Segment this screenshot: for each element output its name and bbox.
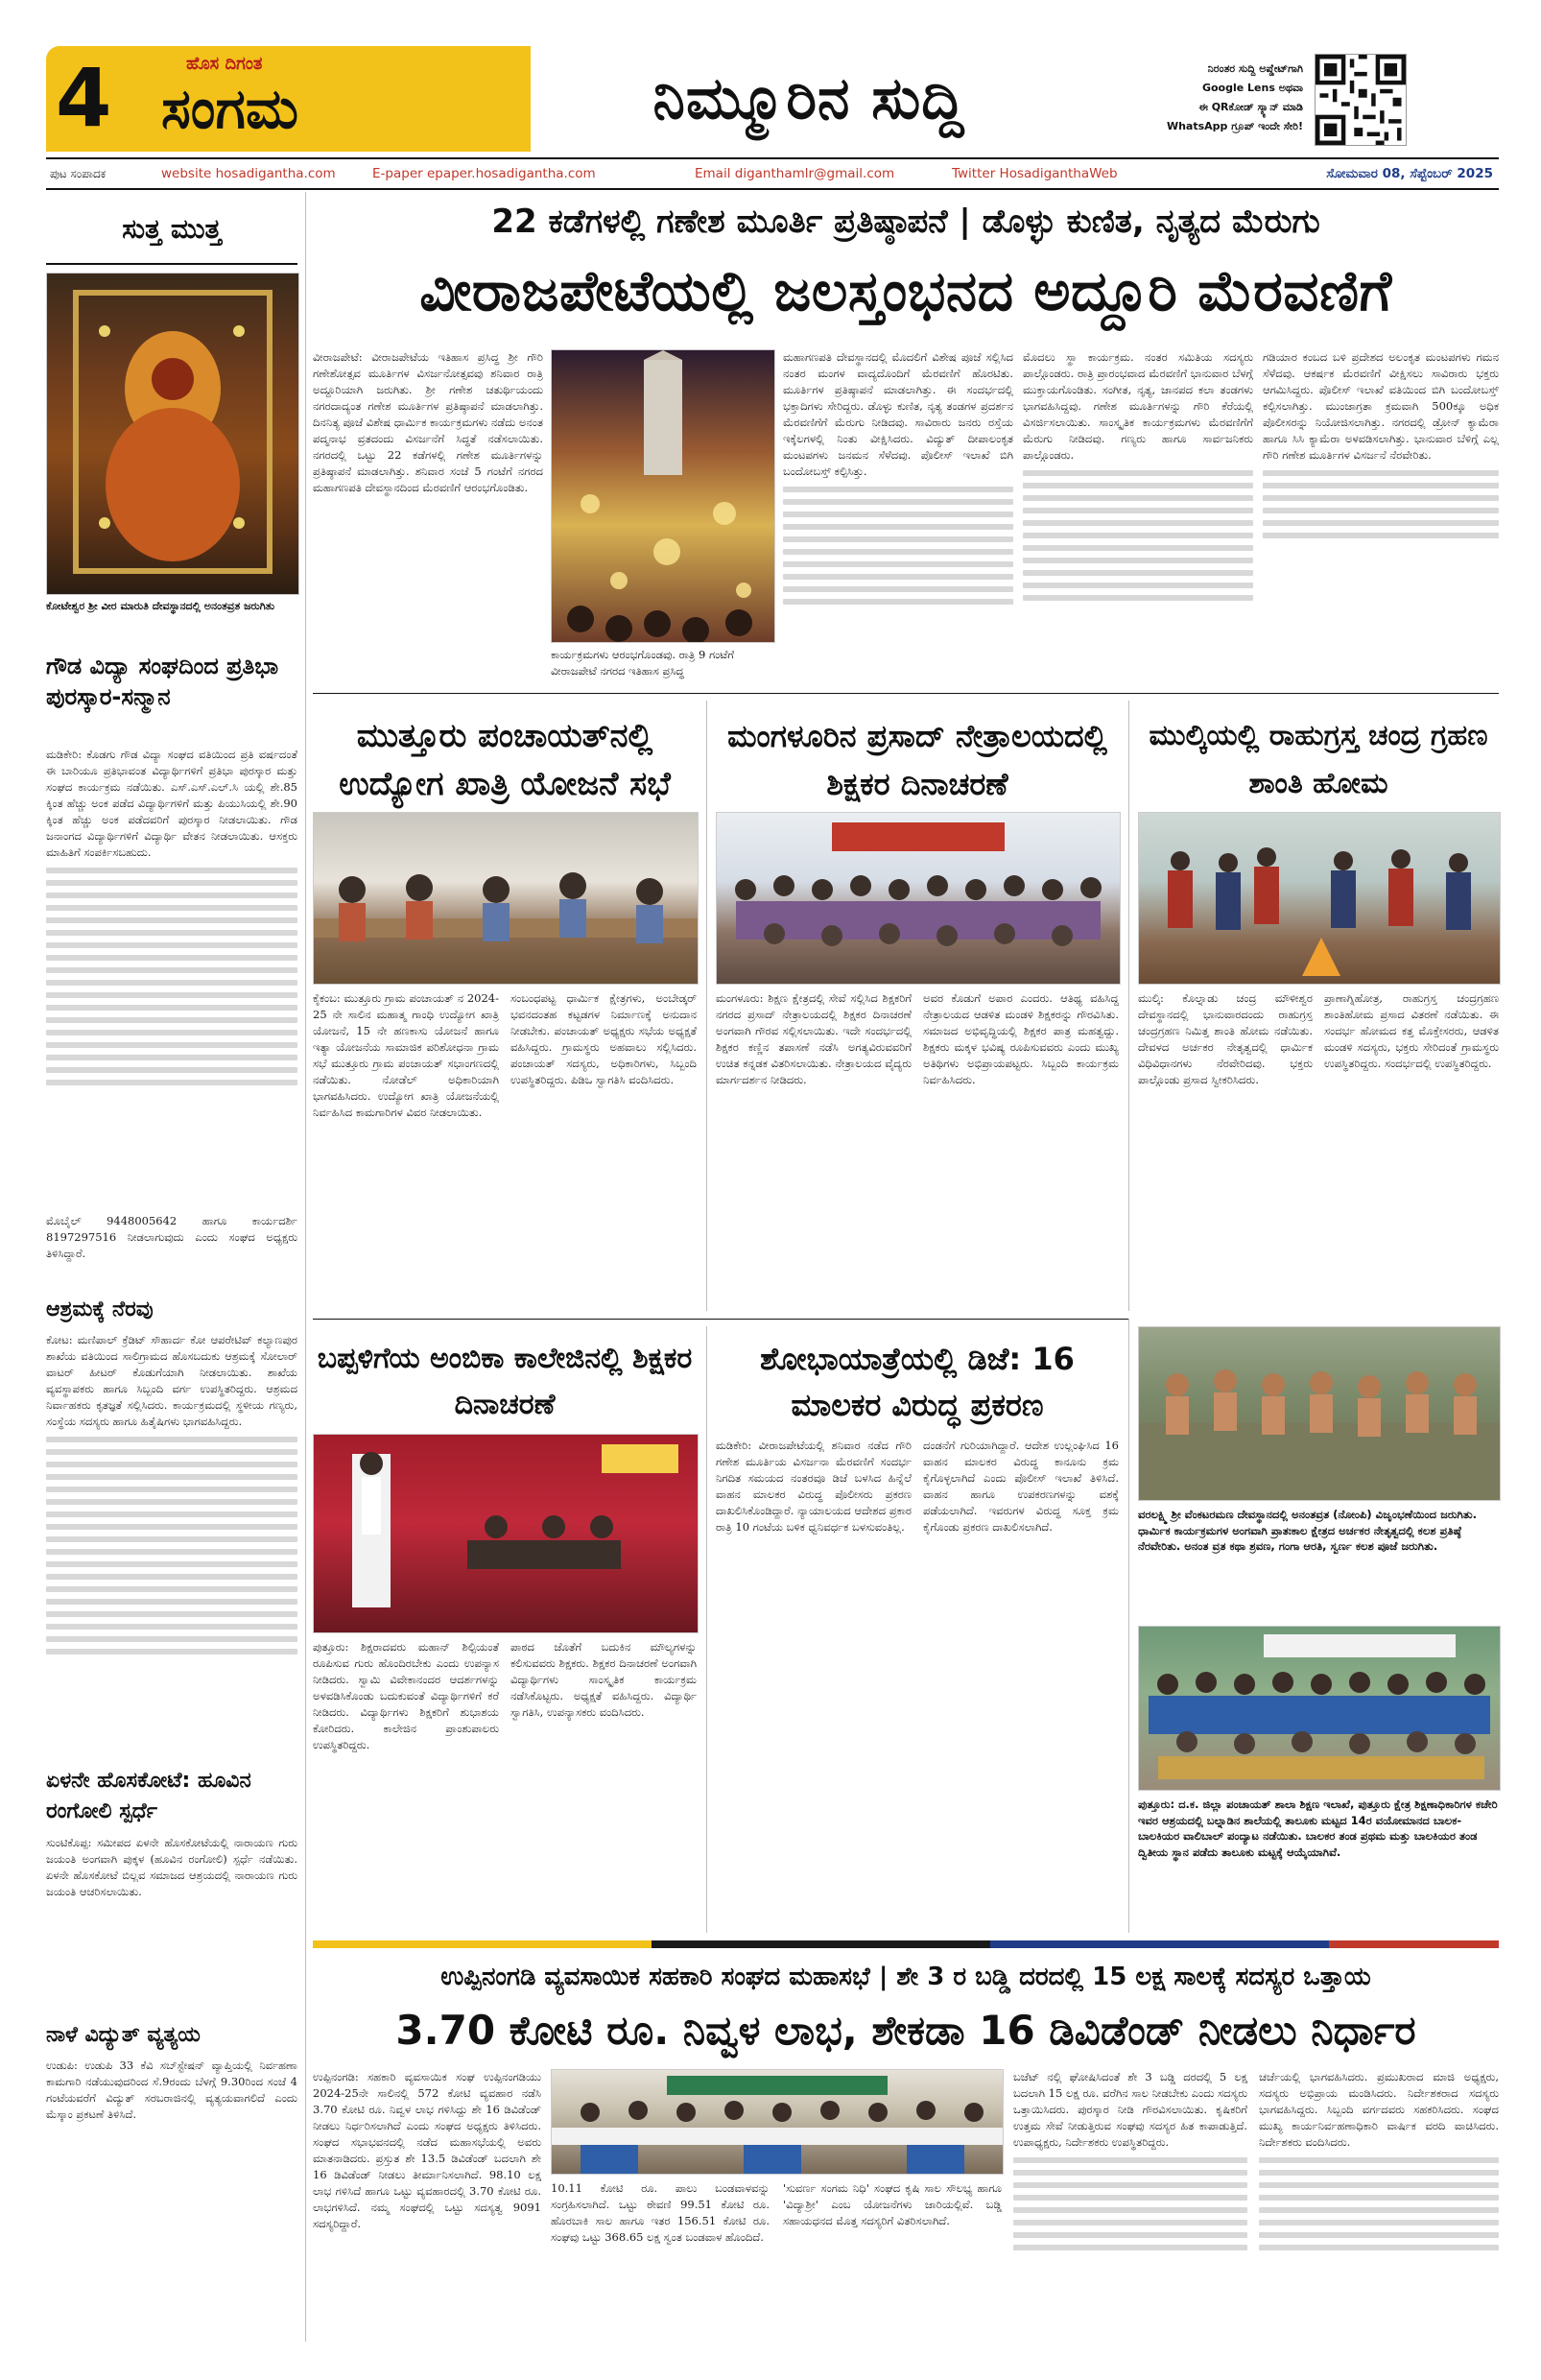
bottom-photo-caption-left: 10.11 ಕೋಟಿ ರೂ. ಪಾಲು ಬಂಡವಾಳವನ್ನು ಸಂಗ್ರಹಿಸಲಾಗಿದೆ. ಒಟ್ಟು ಠೇವಣಿ 99.51 ಕೋಟಿ ರೂ. ಹೊರಬಾಕಿ ಸಾಲ ಹಾಗೂ ಇತರ 156.51 ಕೋಟಿ ರೂ. ಸಂಘವು ಒಟ್ಟು 368.65 ಲಕ್ಷ ಸ್ವಂತ ಬಂಡವಾಳ ಹೊಂದಿದೆ. <box>551 2181 770 2245</box>
lead-headline: ವೀರಾಜಪೇಟೆಯಲ್ಲಿ ಜಲಸ್ತಂಭನದ ಅದ್ದೂರಿ ಮೆರವಣಿಗೆ <box>419 258 1392 323</box>
page-number: 4 <box>56 51 112 145</box>
temple-photo-caption: ಕೋಟೇಶ್ವರ ಶ್ರೀ ವೀರ ಮಾರುತಿ ದೇವಸ್ಥಾನದಲ್ಲಿ ಅನಂತವ್ರತ ಜರುಗಿತು <box>46 600 275 612</box>
sidebar-header-rule <box>46 263 297 265</box>
bottom-col-3-text: ಬಜೆಟ್ ನಲ್ಲಿ ಘೋಷಿಸಿದಂತೆ ಶೇ 3 ಬಡ್ಡಿ ದರದಲ್ಲಿ 5 ಲಕ್ಷ ಬದಲಾಗಿ 15 ಲಕ್ಷ ರೂ. ವರೆಗಿನ ಸಾಲ ನೀಡಬೇಕು ಎಂದು ಸದಸ್ಯರು ಒತ್ತಾಯಿಸಿದರು. ಪುರಸ್ಕಾರ ನೀಡಿ ಗೌರವಿಸಲಾಯಿತು. ಕೃಷಿಕರಿಗೆ ಉತ್ತಮ ಸೇವೆ ನೀಡುತ್ತಿರುವ ಸಂಘವು ಸದಸ್ಯರ ಹಿತ ಕಾಪಾಡುತ್ತಿದೆ. ಉಪಾಧ್ಯಕ್ಷರು, ನಿರ್ದೇಶಕರು ಉಪಸ್ಥಿತರಿದ್ದರು. <box>1013 2070 1247 2150</box>
bottom-col-1 <box>313 2069 541 2342</box>
lead-col-2 <box>783 349 1013 683</box>
lead-photo-caption: ಕಾರ್ಯಕ್ರಮಗಳು ಆರಂಭಗೊಂಡವು. ರಾತ್ರಿ 9 ಗಂಟೆಗೆ ವೀರಾಜಪೇಟೆ ನಗರದ ಇತಿಹಾಸ ಪ್ರಸಿದ್ಧ <box>551 648 734 678</box>
bottom-col-4 <box>1259 2069 1499 2342</box>
sidebar-story1-text <box>46 747 297 1207</box>
row2-story-3 <box>1138 701 1499 1311</box>
lead-col-1 <box>313 349 543 683</box>
river-ritual-photo <box>1138 1326 1501 1501</box>
sidebar-story1-title: ಗೌಡ ವಿದ್ಯಾ ಸಂಘದಿಂದ ಪ್ರತಿಭಾ ಪುರಸ್ಕಾರ-ಸನ್ಮಾನ <box>46 653 279 710</box>
section-band <box>313 1940 1499 1948</box>
procession-icon <box>552 350 774 642</box>
row3-story-2 <box>716 1326 1119 1933</box>
deity-icon <box>47 274 298 594</box>
row2-story-1 <box>313 701 697 1311</box>
team-icon <box>1139 1627 1500 1790</box>
bottom-col-1-text: ಉಪ್ಪಿನಂಗಡಿ: ಸಹಕಾರಿ ವ್ಯವಸಾಯಿಕ ಸಂಘ ಉಪ್ಪಿನಂಗಡಿಯು 2024-25ನೇ ಸಾಲಿನಲ್ಲಿ 572 ಕೋಟಿ ವ್ಯವಹಾರ ನಡೆಸಿ 3.70 ಕೋಟಿ ರೂ. ನಿವ್ವಳ ಲಾಭ ಗಳಿಸಿದ್ದು ಶೇ 16 ಡಿವಿಡೆಂಡ್ ನೀಡಲು ನಿರ್ಧರಿಸಲಾಗಿದೆ ಎಂದು ಸಂಘದ ಅಧ್ಯಕ್ಷರು ತಿಳಿಸಿದರು. ಸಂಘದ ಸಭಾಭವನದಲ್ಲಿ ನಡೆದ ಮಹಾಸಭೆಯಲ್ಲಿ ಅವರು ಮಾತನಾಡಿದರು. ಪ್ರಸ್ತುತ ಶೇ 13.5 ಡಿವಿಡೆಂಡ್ ಬದಲಾಗಿ ಶೇ 16 ಡಿವಿಡೆಂಡ್ ನೀಡಲು ತೀರ್ಮಾನಿಸಲಾಗಿದೆ. 98.10 ಲಕ್ಷ ಲಾಭ ಗಳಿಸಿದೆ ಹಾಗೂ ಒಟ್ಟು ವ್ಯವಹಾರದಲ್ಲಿ 3.70 ಕೋಟಿ ರೂ. ಲಾಭಗಳಿಸಿದೆ. ನಮ್ಮ ಸಂಘದಲ್ಲಿ ಒಟ್ಟು ಸದಸ್ಯತ್ವ 9091 ಸದಸ್ಯರಿದ್ದಾರೆ. <box>313 2070 541 2231</box>
group-photo-icon <box>717 813 1120 984</box>
sidebar-header <box>46 213 297 246</box>
row3-divider-2 <box>1128 1319 1129 1933</box>
strip-twitter[interactable]: Twitter HosadiganthaWeb <box>952 166 1118 181</box>
row2-story-3-col-b: ಪ್ರಾಣಾಗ್ನಿಹೋತ್ರ, ರಾಹುಗ್ರಸ್ತ ಚಂದ್ರಗ್ರಹಣ ಶಾಂತಿಹೋಮ ಪ್ರಸಾದ ವಿತರಣೆ ನಡೆಯಿತು. ಈ ಸಂದರ್ಭ ಹೋಮದ ಕತ್ತ ಮೊಕ್ತೇಸರರು, ಆಡಳಿತ ಮಂಡಳಿ ಸದಸ್ಯರು, ಭಕ್ತರು ಸೇರಿದಂತೆ ಗ್ರಾಮಸ್ಥರು ಉಪಸ್ಥಿತರಿದ್ದರು. ಸಂದರ್ಭದಲ್ಲಿ ಉಪಸ್ಥಿತರಿದ್ದರು. <box>1324 991 1499 1071</box>
row2-story-1-headline: ಮುತ್ತೂರು ಪಂಚಾಯತ್‌ನಲ್ಲಿ ಉದ್ಯೋಗ ಖಾತ್ರಿ ಯೋಜನೆ ಸಭೆ <box>339 717 671 803</box>
sidebar-story1-body: ಮಡಿಕೇರಿ: ಕೊಡಗು ಗೌಡ ವಿದ್ಯಾ ಸಂಘದ ವತಿಯಿಂದ ಪ್ರತಿ ವರ್ಷದಂತೆ ಈ ಬಾರಿಯೂ ಪ್ರತಿಭಾವಂತ ವಿದ್ಯಾರ್ಥಿಗಳಿಗೆ ಪ್ರತಿಭಾ ಪುರಸ್ಕಾರ ಮತ್ತು ಸಂಘದ ಕಾರ್ಯಕ್ರಮ ನಡೆಯಿತು. ಎಸ್.ಎಸ್.ಎಲ್.ಸಿ ಯಲ್ಲಿ ಶೇ.85 ಕ್ಕಿಂತ ಹೆಚ್ಚು ಅಂಕ ಪಡೆದ ವಿದ್ಯಾರ್ಥಿಗಳಿಗೆ ಮತ್ತು ಪಿಯುಸಿಯಲ್ಲಿ ಶೇ.90 ಕ್ಕಿಂತ ಹೆಚ್ಚು ಅಂಕ ಪಡೆದವರಿಗೆ ಪುರಸ್ಕಾರ ನೀಡಲಾಯಿತು. ಗೌಡ ಜನಾಂಗದ ವಿದ್ಯಾರ್ಥಿಗಳಿಗೆ ವಿದ್ಯಾರ್ಥಿ ವೇತನ ನೀಡಲಾಯಿತು. ಆಸಕ್ತರು ಮಾಹಿತಿಗೆ ಸಂಪರ್ಕಿಸಬಹುದು. <box>46 748 297 860</box>
sidebar-header-text: ಸುತ್ತ ಮುತ್ತ <box>122 213 222 245</box>
sidebar-story1-phones: ಮೊಬೈಲ್ 9448005642 ಹಾಗೂ ಕಾರ್ಯದರ್ಶಿ 8197297516 ನೀಡಲಾಗುವುದು ಎಂದು ಸಂಘದ ಅಧ್ಯಕ್ಷರು ತಿಳಿಸಿದ್ದಾರೆ. <box>46 1214 297 1261</box>
row3-story-2-col-b: ದಂಡನೆಗೆ ಗುರಿಯಾಗಿದ್ದಾರೆ. ಆದೇಶ ಉಲ್ಲಂಘಿಸಿದ 16 ವಾಹನ ಮಾಲಕರ ವಿರುದ್ಧ ಕಾನೂನು ಕ್ರಮ ಕೈಗೊಳ್ಳಲಾಗಿದೆ ಎಂದು ಪೊಲೀಸ್ ಇಲಾಖೆ ತಿಳಿಸಿದೆ. ವಾಹನ ಹಾಗೂ ಉಪಕರಣಗಳನ್ನು ವಶಕ್ಕೆ ಪಡೆಯಲಾಗಿದೆ. ಇವರುಗಳ ವಿರುದ್ಧ ಸೂಕ್ತ ಕ್ರಮ ಕೈಗೊಂಡು ಪ್ರಕರಣ ದಾಖಲಿಸಲಾಗಿದೆ. <box>923 1439 1119 1535</box>
lead-col-2-text: ಮಹಾಗಣಪತಿ ದೇವಸ್ಥಾನದಲ್ಲಿ ಮೊದಲಿಗೆ ವಿಶೇಷ ಪೂಜೆ ಸಲ್ಲಿಸಿದ ನಂತರ ಮಂಗಳ ವಾದ್ಯದೊಂದಿಗೆ ಮೆರವಣಿಗೆ ಹೊರಟಿತು. ಮೂರ್ತಿಗಳ ಪ್ರತಿಷ್ಠಾಪನೆ ಮಾಡಲಾಗಿತ್ತು. ಈ ಸಂದರ್ಭದಲ್ಲಿ ಭಕ್ತಾದಿಗಳು ಸೇರಿದ್ದರು. ಡೊಳ್ಳು ಕುಣಿತ, ನೃತ್ಯ ತಂಡಗಳ ಪ್ರದರ್ಶನ ಮೆರವಣಿಗೆಗೆ ಮೆರುಗು ನೀಡಿದವು. ಸಾವಿರಾರು ಜನರು ರಸ್ತೆಯ ಇಕ್ಕೆಲಗಳಲ್ಲಿ ನಿಂತು ವೀಕ್ಷಿಸಿದರು. ವಿದ್ಯುತ್ ದೀಪಾಲಂಕೃತ ಮಂಟಪಗಳು ಜನಮನ ಸೆಳೆದವು. ಪೊಲೀಸ್ ಇಲಾಖೆ ಬಿಗಿ ಬಂದೋಬಸ್ತ್ ಕಲ್ಪಿಸಿತ್ತು. <box>783 350 1013 479</box>
row2-story-3-photo <box>1138 812 1501 985</box>
assembly-icon <box>552 2070 1003 2174</box>
masthead <box>46 46 1499 152</box>
sidebar-story2-title: ಆಶ್ರಮಕ್ಕೆ ನೆರವು <box>46 1297 154 1321</box>
river-ritual-icon <box>1139 1327 1500 1500</box>
row3-story-1-photo <box>313 1434 699 1633</box>
bottom-kicker: ಉಪ್ಪಿನಂಗಡಿ ವ್ಯವಸಾಯಿಕ ಸಹಕಾರಿ ಸಂಘದ ಮಹಾಸಭೆ | ಶೇ 3 ರ ಬಡ್ಡಿ ದರದಲ್ಲಿ 15 ಲಕ್ಷ ಸಾಲಕ್ಕೆ ಸದಸ್ಯರ ಒತ್ತಾಯ <box>440 1963 1371 1991</box>
row3-story-2-col-a: ಮಡಿಕೇರಿ: ವೀರಾಜಪೇಟೆಯಲ್ಲಿ ಶನಿವಾರ ನಡೆದ ಗೌರಿ ಗಣೇಶ ಮೂರ್ತಿಯ ವಿಸರ್ಜನಾ ಮೆರವಣಿಗೆ ಸಂದರ್ಭ ನಿಗದಿತ ಸಮಯದ ನಂತರವೂ ಡಿಜೆ ಬಳಸಿದ ಹಿನ್ನೆಲೆ ವಾಹನ ಮಾಲಕರ ವಿರುದ್ಧ ಪೊಲೀಸರು ಪ್ರಕರಣ ದಾಖಲಿಸಿಕೊಂಡಿದ್ದಾರೆ. ನ್ಯಾಯಾಲಯದ ಆದೇಶದ ಪ್ರಕಾರ ರಾತ್ರಿ 10 ಗಂಟೆಯ ಬಳಿಕ ಧ್ವನಿವರ್ಧಕ ಬಳಸುವಂತಿಲ್ಲ. <box>716 1439 912 1535</box>
sidebar-story1-filler <box>46 868 297 1085</box>
qr-line-1: ನಿರಂತರ ಸುದ್ದಿ ಅಪ್ಡೇಟ್‌ಗಾಗಿ <box>1207 62 1303 75</box>
sidebar-story4-title: ನಾಳೆ ವಿದ್ಯುತ್ ವ್ಯತ್ಯಯ <box>46 2023 201 2047</box>
homa-icon <box>1139 813 1500 984</box>
masthead-title: ನಿಮ್ಮೂರಿನ ಸುದ್ದಿ <box>652 65 965 132</box>
row2-divider-2 <box>1128 701 1129 1311</box>
right-photo-block <box>1138 1326 1499 1933</box>
bottom-col-4-text: ಚರ್ಚೆಯಲ್ಲಿ ಭಾಗವಹಿಸಿದರು. ಪ್ರಮುಖರಾದ ಮಾಜಿ ಅಧ್ಯಕ್ಷರು, ಸದಸ್ಯರು ಅಭಿಪ್ರಾಯ ಮಂಡಿಸಿದರು. ನಿರ್ದೇಶಕರಾದ ಸದಸ್ಯರು ಭಾಗವಹಿಸಿದ್ದರು. ಸಿಬ್ಬಂದಿ ವರ್ಗದವರು ಸಹಕರಿಸಿದರು. ಸಂಘದ ಮುಖ್ಯ ಕಾರ್ಯನಿರ್ವಹಣಾಧಿಕಾರಿ ವಾರ್ಷಿಕ ವರದಿ ವಾಚಿಸಿದರು. ನಿರ್ದೇಶಕರು ವಂದಿಸಿದರು. <box>1259 2070 1499 2150</box>
row2-story-3-col-a: ಮುಲ್ಕಿ: ಕೊಲ್ನಾಡು ಚಂದ್ರ ಮೌಳೀಶ್ವರ ದೇವಸ್ಥಾನದಲ್ಲಿ ಭಾನುವಾರದಂದು ರಾಹುಗ್ರಸ್ತ ಚಂದ್ರಗ್ರಹಣ ನಿಮಿತ್ತ ಶಾಂತಿ ಹೋಮ ನಡೆಯಿತು. ದೇವಳದ ಅರ್ಚಕರ ನೇತೃತ್ವದಲ್ಲಿ ಧಾರ್ಮಿಕ ವಿಧಿವಿಧಾನಗಳು ನೆರವೇರಿದವು. ಭಕ್ತರು ಪಾಲ್ಗೊಂಡು ಪ್ರಸಾದ ಸ್ವೀಕರಿಸಿದರು. <box>1138 991 1313 1087</box>
row2-story-2-col-a: ಮಂಗಳೂರು: ಶಿಕ್ಷಣ ಕ್ಷೇತ್ರದಲ್ಲಿ ಸೇವೆ ಸಲ್ಲಿಸಿದ ಶಿಕ್ಷಕರಿಗೆ ನಗರದ ಪ್ರಸಾದ್ ನೇತ್ರಾಲಯದಲ್ಲಿ ಶಿಕ್ಷಕರ ದಿನಾಚರಣೆ ಅಂಗವಾಗಿ ಗೌರವ ಸಲ್ಲಿಸಲಾಯಿತು. ಇದೇ ಸಂದರ್ಭದಲ್ಲಿ ಶಿಕ್ಷಕರ ಕಣ್ಣಿನ ತಪಾಸಣೆ ನಡೆಸಿ ಅಗತ್ಯವಿರುವವರಿಗೆ ಉಚಿತ ಕನ್ನಡಕ ವಿತರಿಸಲಾಯಿತು. ನೇತ್ರಾಲಯದ ವೈದ್ಯರು ಮಾರ್ಗದರ್ಶನ ನೀಡಿದರು. <box>716 991 912 1087</box>
band-black <box>652 1940 990 1948</box>
row3-story-1-headline: ಬಪ್ಪಳಿಗೆಯ ಅಂಬಿಕಾ ಕಾಲೇಜಿನಲ್ಲಿ ಶಿಕ್ಷಕರ ದಿನಾಚರಣೆ <box>317 1342 693 1421</box>
sports-team-photo <box>1138 1626 1501 1791</box>
bottom-col-3-filler <box>1013 2157 1247 2250</box>
sidebar-story2-filler <box>46 1437 297 1654</box>
row2-story-3-headline: ಮುಲ್ಕಿಯಲ್ಲಿ ರಾಹುಗ್ರಸ್ತ ಚಂದ್ರ ಗ್ರಹಣ ಶಾಂತಿ ಹೋಮ <box>1149 719 1488 800</box>
row2-story-2-headline: ಮಂಗಳೂರಿನ ಪ್ರಸಾದ್ ನೇತ್ರಾಲಯದಲ್ಲಿ ಶಿಕ್ಷಕರ ದಿನಾಚರಣೆ <box>727 718 1107 802</box>
row2-story-2 <box>716 701 1119 1311</box>
band-red <box>1329 1940 1499 1948</box>
lead-col-4-filler <box>1263 470 1499 538</box>
qr-promo-text <box>1082 60 1303 136</box>
strip-epaper[interactable]: E-paper epaper.hosadigantha.com <box>372 166 596 181</box>
row3-story-2-headline: ಶೋಭಾಯಾತ್ರೆಯಲ್ಲಿ ಡಿಜೆ: 16 ಮಾಲಕರ ವಿರುದ್ಧ ಪ್ರಕರಣ <box>760 1341 1075 1423</box>
sidebar-story3-text: ಸುಂಟಿಕೊಪ್ಪ: ಸಮೀಪದ ಏಳನೇ ಹೊಸಕೋಟೆಯಲ್ಲಿ ನಾರಾಯಣ ಗುರು ಜಯಂತಿ ಅಂಗವಾಗಿ ಪುಕ್ಕಳ (ಹೂವಿನ ರಂಗೋಲಿ) ಸ್ಪರ್ಧೆ ನಡೆಯಿತು. ಏಳನೇ ಹೊಸಕೋಟೆ ಬಿಲ್ಲವ ಸಮಾಜದ ಆಶ್ರಯದಲ್ಲಿ ನಾರಾಯಣ ಗುರು ಜಯಂತಿ ಆಚರಿಸಲಾಯಿತು. <box>46 1836 297 1899</box>
bottom-photo <box>551 2069 1004 2175</box>
lead-kicker: 22 ಕಡೆಗಳಲ್ಲಿ ಗಣೇಶ ಮೂರ್ತಿ ಪ್ರತಿಷ್ಠಾಪನೆ | ಡೊಳ್ಳು ಕುಣಿತ, ನೃತ್ಯದ ಮೆರುಗು <box>491 202 1320 241</box>
lead-bottom-rule <box>313 693 1499 694</box>
sidebar-story4-text: ಉಡುಪಿ: ಉಡುಪಿ 33 ಕೆವಿ ಸಬ್‌ಸ್ಟೇಷನ್ ವ್ಯಾಪ್ತಿಯಲ್ಲಿ ನಿರ್ವಹಣಾ ಕಾಮಗಾರಿ ನಡೆಯುವುದರಿಂದ ಸೆ.9ರಂದು ಬೆಳಗ್ಗೆ 9.30ರಿಂದ ಸಂಜೆ 4 ಗಂಟೆಯವರೆಗೆ ವಿದ್ಯುತ್ ಸರಬರಾಜಿನಲ್ಲಿ ವ್ಯತ್ಯಯವಾಗಲಿದೆ ಎಂದು ಮೆಸ್ಕಾಂ ಪ್ರಕಟಣೆ ತಿಳಿಸಿದೆ. <box>46 2059 297 2122</box>
row3-story-1-col-b: ಪಾಠದ ಜೊತೆಗೆ ಬದುಕಿನ ಮೌಲ್ಯಗಳನ್ನು ಕಲಿಸುವವರು ಶಿಕ್ಷಕರು. ಶಿಕ್ಷಕರ ದಿನಾಚರಣೆ ಅಂಗವಾಗಿ ವಿದ್ಯಾರ್ಥಿಗಳು ಸಾಂಸ್ಕೃತಿಕ ಕಾರ್ಯಕ್ರಮ ನಡೆಸಿಕೊಟ್ಟರು. ಅಧ್ಯಕ್ಷತೆ ವಹಿಸಿದ್ದರು. ವಿದ್ಯಾರ್ಥಿ ಸ್ವಾಗತಿಸಿ, ಉಪನ್ಯಾಸಕರು ವಂದಿಸಿದರು. <box>510 1640 697 1720</box>
lead-col-2-filler <box>783 487 1013 605</box>
row3-divider-1 <box>706 1326 707 1933</box>
lead-col-3-filler <box>1023 470 1253 601</box>
row2-divider-1 <box>706 701 707 1311</box>
band-yellow <box>313 1940 652 1948</box>
lead-photo <box>551 349 775 643</box>
meeting-icon <box>314 813 698 984</box>
qr-line-3: ಈ QRಕೋಡ್ ಸ್ಕ್ಯಾನ್ ಮಾಡಿ <box>1198 101 1303 113</box>
section-name: ಸಂಗಮ <box>161 76 299 141</box>
row2-story-1-col-b: ಸಂಬಂಧಪಟ್ಟ ಧಾರ್ಮಿಕ ಕ್ಷೇತ್ರಗಳು, ಅಂಬೇಡ್ಕರ್ ಭವನದಂತಹ ಕಟ್ಟಡಗಳ ನಿರ್ಮಾಣಕ್ಕೆ ಅನುದಾನ ನೀಡಬೇಕು. ಪಂಚಾಯತ್ ಅಧ್ಯಕ್ಷರು ಸಭೆಯ ಅಧ್ಯಕ್ಷತೆ ವಹಿಸಿದ್ದರು. ಗ್ರಾಮಸ್ಥರು ಅಹವಾಲು ಸಲ್ಲಿಸಿದರು. ಪಂಚಾಯತ್ ಸದಸ್ಯರು, ಅಧಿಕಾರಿಗಳು, ಸಿಬ್ಬಂದಿ ಉಪಸ್ಥಿತರಿದ್ದರು. ಪಿಡಿಒ ಸ್ವಾಗತಿಸಿ ವಂದಿಸಿದರು. <box>510 991 697 1087</box>
qr-code-icon <box>1316 55 1406 145</box>
strip-label: ಪುಟ ಸಂಪಾದಕ <box>50 167 107 180</box>
strip-website[interactable]: website hosadigantha.com <box>161 166 336 181</box>
stage-event-icon <box>314 1435 698 1632</box>
row2-bottom-rule <box>313 1319 1128 1320</box>
brand-small: ಹೊಸ ದಿಗಂತ <box>186 54 263 74</box>
sidebar-divider <box>305 192 306 2342</box>
bottom-col-3 <box>1013 2069 1247 2342</box>
qr-code[interactable] <box>1315 54 1407 146</box>
lead-col-4-text: ಗಡಿಯಾರ ಕಂಬದ ಬಳಿ ಪ್ರದೇಶದ ಅಲಂಕೃತ ಮಂಟಪಗಳು ಗಮನ ಸೆಳೆದವು. ಆಕರ್ಷಕ ಮೆರವಣಿಗೆ ವೀಕ್ಷಿಸಲು ಸಾವಿರಾರು ಭಕ್ತರು ಆಗಮಿಸಿದ್ದರು. ಪೊಲೀಸ್ ಇಲಾಖೆ ವತಿಯಿಂದ ಬಿಗಿ ಬಂದೋಬಸ್ತ್ ಕಲ್ಪಿಸಲಾಗಿತ್ತು. ಮುಂಜಾಗ್ರತಾ ಕ್ರಮವಾಗಿ 500ಕ್ಕೂ ಅಧಿಕ ಪೊಲೀಸರನ್ನು ನಿಯೋಜಿಸಲಾಗಿತ್ತು. ನಗರದಲ್ಲಿ ಡ್ರೋನ್ ಕ್ಯಾಮೆರಾ ಹಾಗೂ ಸಿಸಿ ಕ್ಯಾಮೆರಾ ಅಳವಡಿಸಲಾಗಿತ್ತು. ಭಾನುವಾರ ಬೆಳಿಗ್ಗೆ ಎಲ್ಲ ಗೌರಿ ಗಣೇಶ ಮೂರ್ತಿಗಳ ವಿಸರ್ಜನೆ ನೆರವೇರಿತು. <box>1263 350 1499 463</box>
lead-col-1-text: ವೀರಾಜಪೇಟೆ: ವೀರಾಜಪೇಟೆಯ ಇತಿಹಾಸ ಪ್ರಸಿದ್ಧ ಶ್ರೀ ಗೌರಿ ಗಣೇಶೋತ್ಸವ ಮೂರ್ತಿಗಳ ವಿಸರ್ಜನೋತ್ಸವವು ಶನಿವಾರ ರಾತ್ರಿ ಅದ್ದೂರಿಯಾಗಿ ಜರುಗಿತು. ಶ್ರೀ ಗಣೇಶ ಚತುರ್ಥಿಯಂದು ನಗರದಾದ್ಯಂತ ಗಣೇಶ ಮೂರ್ತಿಗಳ ಪ್ರತಿಷ್ಠಾಪನೆ ಮಾಡಲಾಗಿತ್ತು. ದಿನನಿತ್ಯ ಪೂಜೆ ವಿಶೇಷ ಧಾರ್ಮಿಕ ಕಾರ್ಯಕ್ರಮಗಳು ನಡೆದು ಅನಂತ ಪದ್ಮನಾಭ ವ್ರತದಂದು ವಿಸರ್ಜನೆಗೆ ಸಿದ್ಧತೆ ನಡೆಸಲಾಯಿತು. ನಗರದಲ್ಲಿ ಒಟ್ಟು 22 ಕಡೆಗಳಲ್ಲಿ ಗಣೇಶ ಮೂರ್ತಿಗಳನ್ನು ಪ್ರತಿಷ್ಠಾಪನೆ ಮಾಡಲಾಗಿತ್ತು. ಶನಿವಾರ ಸಂಜೆ 5 ಗಂಟೆಗೆ ನಗರದ ಮಹಾಗಣಪತಿ ದೇವಸ್ಥಾನದಿಂದ ಮೆರವಣಿಗೆ ಆರಂಭಗೊಂಡಿತು. <box>313 350 543 495</box>
qr-line-2: Google Lens ಅಥವಾ <box>1201 82 1303 94</box>
info-strip <box>46 157 1499 190</box>
sports-team-caption: ಪುತ್ತೂರು: ದ.ಕ. ಜಿಲ್ಲಾ ಪಂಚಾಯತ್ ಶಾಲಾ ಶಿಕ್ಷಣ ಇಲಾಖೆ, ಪುತ್ತೂರು ಕ್ಷೇತ್ರ ಶಿಕ್ಷಣಾಧಿಕಾರಿಗಳ ಕಚೇರಿ ಇವರ ಆಶ್ರಯದಲ್ಲಿ ಬಲ್ನಾಡಿನ ಶಾಲೆಯಲ್ಲಿ ತಾಲೂಕು ಮಟ್ಟದ 14ರ ವಯೋಮಾನದ ಬಾಲಕ-ಬಾಲಕಿಯರ ವಾಲಿಬಾಲ್ ಪಂದ್ಯಾಟ ನಡೆಯಿತು. ಬಾಲಕರ ತಂಡ ಪ್ರಥಮ ಮತ್ತು ಬಾಲಕಿಯರ ತಂಡ ದ್ವಿತೀಯ ಸ್ಥಾನ ಪಡೆದು ತಾಲೂಕು ಮಟ್ಟಕ್ಕೆ ಆಯ್ಕೆಯಾಗಿವೆ. <box>1138 1797 1498 1860</box>
river-ritual-caption: ವರಲಕ್ಷ್ಮಿ ಶ್ರೀ ವೆಂಕಟರಮಣ ದೇವಸ್ಥಾನದಲ್ಲಿ ಅನಂತವ್ರತ (ನೋಂಪಿ) ವಿಜೃಂಭಣೆಯಿಂದ ಜರುಗಿತು. ಧಾರ್ಮಿಕ ಕಾರ್ಯಕ್ರಮಗಳ ಅಂಗವಾಗಿ ಪ್ರಾತಃಕಾಲ ಕ್ಷೇತ್ರದ ಅರ್ಚಕರ ನೇತೃತ್ವದಲ್ಲಿ ಕಲಶ ಪ್ರತಿಷ್ಠೆ ನೆರವೇರಿತು. ಅನಂತ ವ್ರತ ಕಥಾ ಶ್ರವಣ, ಗಂಗಾ ಆರತಿ, ಸ್ವರ್ಣ ಕಲಶ ಪೂಜೆ ಜರುಗಿತು. <box>1138 1508 1477 1554</box>
temple-photo <box>46 273 299 595</box>
row3-story-1 <box>313 1326 697 1933</box>
row2-story-1-col-a: ಕೈಕಂಬ: ಮುತ್ತೂರು ಗ್ರಾಮ ಪಂಚಾಯತ್ ನ 2024-25 ನೇ ಸಾಲಿನ ಮಹಾತ್ಮ ಗಾಂಧಿ ಉದ್ಯೋಗ ಖಾತ್ರಿ ಯೋಜನೆ, 15 ನೇ ಹಣಕಾಸು ಯೋಜನೆ ಹಾಗೂ ಇತ್ಯಾ ಯೋಜನೆಯ ಸಾಮಾಜಿಕ ಪರಿಶೋಧನಾ ಗ್ರಾಮ ಸಭೆ ಮುತ್ತೂರು ಗ್ರಾಮ ಪಂಚಾಯತ್ ಸಭಾಂಗಣದಲ್ಲಿ ನಡೆಯಿತು. ನೋಡೆಲ್ ಅಧಿಕಾರಿಯಾಗಿ ಭಾಗವಹಿಸಿದರು. ಉದ್ಯೋಗ ಖಾತ್ರಿ ಯೋಜನೆಯಲ್ಲಿ ನಿರ್ವಹಿಸಿದ ಕಾಮಗಾರಿಗಳ ವಿವರ ನೀಡಲಾಯಿತು. <box>313 991 499 1120</box>
bottom-photo-caption-right: 'ಸುವರ್ಣ ಸಂಗಮ ನಿಧಿ' ಸಂಘದ ಕೃಷಿ ಸಾಲ ಸೌಲಭ್ಯ ಹಾಗೂ 'ವಿದ್ಯಾಶ್ರೀ' ಎಂಬ ಯೋಜನೆಗಳು ಜಾರಿಯಲ್ಲಿವೆ. ಬಡ್ಡಿ ಸಹಾಯಧನದ ಮೊತ್ತ ಸದಸ್ಯರಿಗೆ ವಿತರಿಸಲಾಗಿದೆ. <box>783 2181 1002 2228</box>
sidebar-story2-body: ಕೋಟ: ಮಣಿಪಾಲ್ ಕ್ರೆಡಿಟ್ ಸೌಹಾರ್ದ ಕೋ ಆಪರೇಟಿವ್ ಕಲ್ಯಾಣಪುರ ಶಾಖೆಯ ವತಿಯಿಂದ ಸಾಲಿಗ್ರಾಮದ ಹೊಸಬದುಕು ಆಶ್ರಮಕ್ಕೆ ಸೋಲಾರ್ ವಾಟರ್ ಹೀಟರ್ ಕೊಡುಗೆಯಾಗಿ ನೀಡಲಾಯಿತು. ಶಾಖೆಯ ವ್ಯವಸ್ಥಾಪಕರು ಹಾಗೂ ಸಿಬ್ಬಂದಿ ವರ್ಗ ಉಪಸ್ಥಿತರಿದ್ದರು. ಆಶ್ರಮದ ನಿರ್ವಾಹಕರು ಕೃತಜ್ಞತೆ ಸಲ್ಲಿಸಿದರು. ಕಾರ್ಯಕ್ರಮದಲ್ಲಿ ಸ್ಥಳೀಯ ಗಣ್ಯರು, ಸಂಸ್ಥೆಯ ಸದಸ್ಯರು ಹಾಗೂ ಹಿತೈಷಿಗಳು ಭಾಗವಹಿಸಿದ್ದರು. <box>46 1333 297 1429</box>
lead-col-3 <box>1023 349 1253 683</box>
qr-line-4: WhatsApp ಗ್ರೂಪ್ ಇಂದೇ ಸೇರಿ! <box>1166 120 1303 132</box>
sidebar <box>46 192 297 2342</box>
bottom-headline: 3.70 ಕೋಟಿ ರೂ. ನಿವ್ವಳ ಲಾಭ, ಶೇಕಡಾ 16 ಡಿವಿಡೆಂಡ್ ನೀಡಲು ನಿರ್ಧಾರ <box>395 2007 1416 2054</box>
strip-email[interactable]: Email diganthamlr@gmail.com <box>695 166 895 181</box>
bottom-col-4-filler <box>1259 2157 1499 2250</box>
strip-date: ಸೋಮವಾರ 08, ಸೆಪ್ಟೆಂಬರ್ 2025 <box>1326 166 1493 181</box>
sidebar-story2-text <box>46 1332 297 1754</box>
row2-story-2-photo <box>716 812 1121 985</box>
row2-story-2-col-b: ಅವರ ಕೊಡುಗೆ ಅಪಾರ ಎಂದರು. ಆತಿಥ್ಯ ವಹಿಸಿದ್ದ ನೇತ್ರಾಲಯದ ಆಡಳಿತ ಮಂಡಳಿ ಶಿಕ್ಷಕರನ್ನು ಗೌರವಿಸಿತು. ಸಮಾಜದ ಅಭಿವೃದ್ಧಿಯಲ್ಲಿ ಶಿಕ್ಷಕರ ಪಾತ್ರ ಮಹತ್ವದ್ದು. ಶಿಕ್ಷಕರು ಮಕ್ಕಳ ಭವಿಷ್ಯ ರೂಪಿಸುವವರು ಎಂದು ಮುಖ್ಯ ಅತಿಥಿಗಳು ಅಭಿಪ್ರಾಯಪಟ್ಟರು. ಸಿಬ್ಬಂದಿ ಕಾರ್ಯಕ್ರಮ ನಿರ್ವಹಿಸಿದರು. <box>923 991 1119 1087</box>
lead-col-3-text: ಮೊದಲು ಸ್ಥಾ ಕಾರ್ಯಕ್ರಮ. ನಂತರ ಸಮಿತಿಯ ಸದಸ್ಯರು ಪಾಲ್ಗೊಂಡರು. ರಾತ್ರಿ ಪ್ರಾರಂಭವಾದ ಮೆರವಣಿಗೆ ಭಾನುವಾರ ಬೆಳಗ್ಗೆ ಮುಕ್ತಾಯಗೊಂಡಿತು. ಸಂಗೀತ, ನೃತ್ಯ, ಜಾನಪದ ಕಲಾ ತಂಡಗಳು ಭಾಗವಹಿಸಿದ್ದವು. ಗಣೇಶ ಮೂರ್ತಿಗಳನ್ನು ಗೌರಿ ಕೆರೆಯಲ್ಲಿ ವಿಸರ್ಜಿಸಲಾಯಿತು. ಸಾಂಸ್ಕೃತಿಕ ಕಾರ್ಯಕ್ರಮಗಳು ಮೆರವಣಿಗೆಗೆ ಮೆರುಗು ನೀಡಿದವು. ಗಣ್ಯರು ಹಾಗೂ ಸಾರ್ವಜನಿಕರು ಪಾಲ್ಗೊಂಡರು. <box>1023 350 1253 463</box>
lead-col-4 <box>1263 349 1499 683</box>
band-blue <box>990 1940 1329 1948</box>
sidebar-story3-title: ಏಳನೇ ಹೊಸಕೋಟೆ: ಹೂವಿನ ರಂಗೋಲಿ ಸ್ಪರ್ಧೆ <box>46 1769 251 1823</box>
row3-story-1-col-a: ಪುತ್ತೂರು: ಶಿಕ್ಷರಾದವರು ಮಹಾನ್ ಶಿಲ್ಪಿಯಂತೆ ರೂಪಿಸುವ ಗುರು ಹೊಂದಿರಬೇಕು ಎಂದು ಉಪನ್ಯಾಸ ನೀಡಿದರು. ಸ್ವಾಮಿ ವಿವೇಕಾನಂದರ ಆದರ್ಶಗಳನ್ನು ಅಳವಡಿಸಿಕೊಂಡು ಬದುಕುವಂತೆ ವಿದ್ಯಾರ್ಥಿಗಳಿಗೆ ಕರೆ ನೀಡಿದರು. ವಿದ್ಯಾರ್ಥಿಗಳು ಶಿಕ್ಷಕರಿಗೆ ಶುಭಾಶಯ ಕೋರಿದರು. ಕಾಲೇಜಿನ ಪ್ರಾಂಶುಪಾಲರು ಉಪಸ್ಥಿತರಿದ್ದರು. <box>313 1640 499 1752</box>
row2-story-1-photo <box>313 812 699 985</box>
